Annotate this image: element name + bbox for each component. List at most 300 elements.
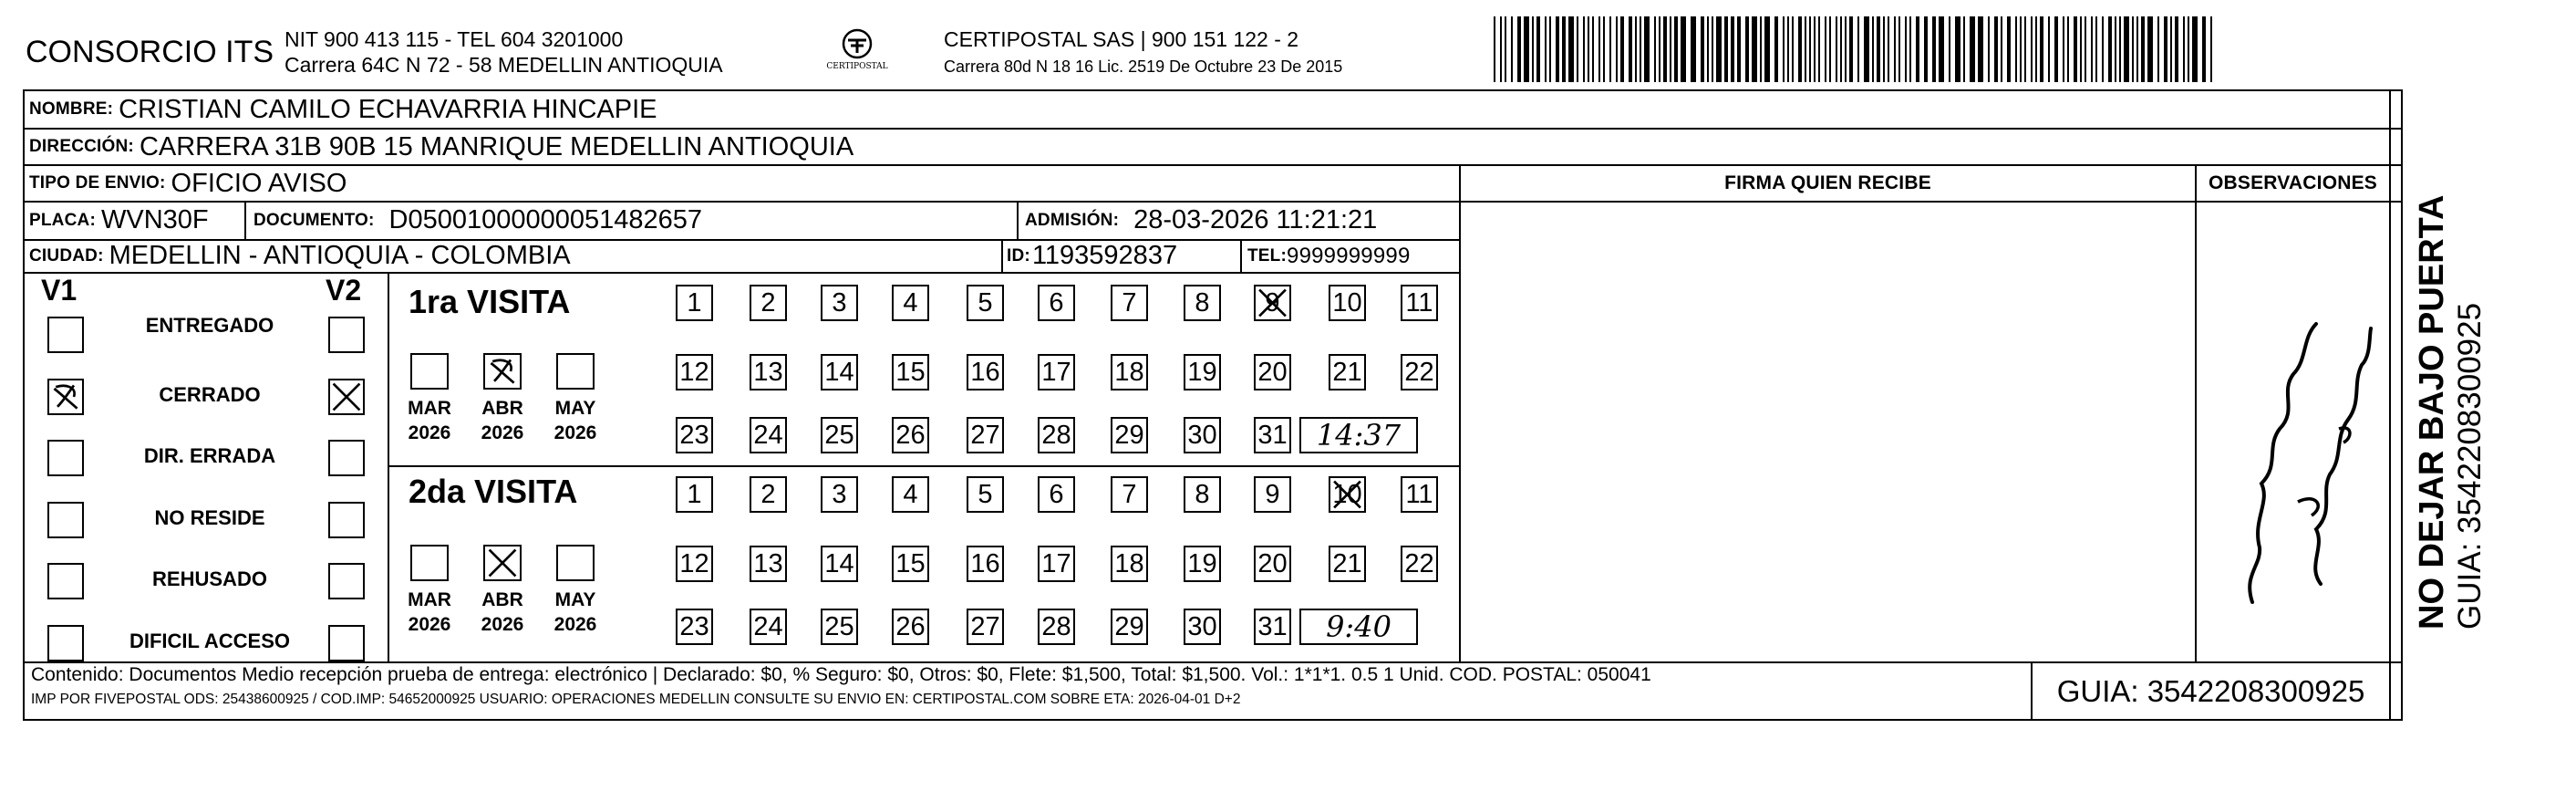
day-number: 29: [1114, 420, 1144, 450]
month-name: ABR: [481, 589, 523, 610]
month-label: [548, 588, 603, 637]
direccion-value: CARRERA 31B 90B 15 MANRIQUE MEDELLIN ANTIOQUIA: [139, 131, 854, 161]
barcode-bar: [1792, 16, 1794, 82]
barcode-bar: [1556, 16, 1559, 82]
day-box[interactable]: [1401, 354, 1438, 390]
nombre-row: [29, 91, 657, 128]
check-mark-icon: [485, 355, 520, 388]
month-checkbox[interactable]: [556, 545, 595, 581]
day-box[interactable]: [750, 609, 787, 645]
barcode-bar: [1691, 16, 1696, 82]
no-dejar-warning: NO DEJAR BAJO PUERTA: [2413, 194, 2451, 630]
direccion-row: [29, 129, 853, 165]
v2-checkbox[interactable]: [328, 625, 365, 661]
barcode-bar: [2170, 16, 2172, 82]
barcode-bar: [1849, 16, 1853, 82]
day-box[interactable]: [967, 354, 1004, 390]
status-option-label: REHUSADO: [152, 567, 267, 590]
day-box[interactable]: [967, 609, 1004, 645]
day-box[interactable]: [1038, 609, 1075, 645]
barcode-bar: [2080, 16, 2082, 82]
barcode-bar: [1818, 16, 1820, 82]
day-number: 18: [1114, 357, 1144, 387]
barcode-bar: [1745, 16, 1749, 82]
day-box[interactable]: [1111, 609, 1148, 645]
handwritten-signature: [2216, 274, 2380, 657]
barcode-bar: [1836, 16, 1837, 82]
day-number: 10: [1332, 287, 1362, 318]
barcode-bar: [1845, 16, 1847, 82]
barcode-bar: [2115, 16, 2116, 82]
first-visit-title: 1ra VISITA: [409, 283, 571, 320]
barcode-bar: [2183, 16, 2185, 82]
barcode-bar: [1760, 16, 1762, 82]
day-box[interactable]: [1184, 476, 1221, 513]
imp-line: IMP POR FIVEPOSTAL ODS: 25438600925 / COD.IMP: 54652000925 USUARIO: OPERACIONES MEDELLIN CONSULTE SU ENVIO EN: CERTIPOSTAL.COM SOBRE ETA: 2026-04-01 D+2: [31, 692, 1241, 707]
month-checkbox[interactable]: [483, 545, 522, 581]
barcode-bar: [1798, 16, 1802, 82]
tipo-row: [29, 165, 347, 202]
check-mark-icon: [1330, 478, 1364, 511]
day-box[interactable]: [1111, 354, 1148, 390]
day-box[interactable]: [821, 609, 858, 645]
day-number: 22: [1404, 357, 1434, 387]
day-number: 25: [824, 611, 854, 641]
check-mark-icon: [1256, 286, 1289, 319]
day-box[interactable]: [892, 476, 929, 513]
barcode-bar: [1994, 16, 1998, 82]
barcode-bar: [1712, 16, 1713, 82]
day-number: 19: [1187, 548, 1217, 578]
barcode-bar: [2202, 16, 2206, 82]
day-box[interactable]: [821, 546, 858, 582]
barcode-bar: [2141, 16, 2145, 82]
barcode-bar: [1517, 16, 1521, 82]
day-number: 30: [1187, 420, 1217, 450]
barcode-bar: [1924, 16, 1928, 82]
barcode-bar: [1588, 16, 1589, 82]
barcode-bar: [1609, 16, 1611, 82]
day-box[interactable]: [676, 609, 713, 645]
barcode-bar: [1629, 16, 1632, 82]
day-number: 9: [1265, 479, 1280, 509]
barcode-bar: [2074, 16, 2077, 82]
carrier-address: Carrera 80d N 18 16 Lic. 2519 De Octubre 23 De 2015: [944, 57, 1343, 76]
month-year: 2026: [408, 422, 451, 443]
id-field: [1007, 240, 1177, 272]
month-name: MAR: [408, 589, 451, 610]
barcode-bar: [2124, 16, 2129, 82]
day-number: 9: [1265, 287, 1280, 318]
barcode-bar: [1988, 16, 1990, 82]
status-option-label: CERRADO: [159, 383, 261, 406]
day-number: 4: [903, 287, 918, 318]
barcode-bar: [1978, 16, 1983, 82]
tel-label: TEL:: [1247, 245, 1288, 265]
day-box[interactable]: [750, 354, 787, 390]
day-number: 13: [753, 548, 783, 578]
barcode-bar: [2136, 16, 2138, 82]
barcode-bar: [1731, 16, 1734, 82]
day-number: 13: [753, 357, 783, 387]
day-number: 28: [1041, 611, 1071, 641]
day-box[interactable]: [676, 546, 713, 582]
day-number: 18: [1114, 548, 1144, 578]
barcode-bar: [2007, 16, 2011, 82]
barcode-bar: [1568, 16, 1574, 82]
day-box[interactable]: [1329, 476, 1366, 513]
barcode-bar: [2164, 16, 2167, 82]
day-number: 19: [1187, 357, 1217, 387]
barcode-bar: [1864, 16, 1869, 82]
barcode-bar: [1674, 16, 1678, 82]
day-box[interactable]: [676, 354, 713, 390]
day-box[interactable]: [967, 417, 1004, 453]
day-number: 11: [1405, 287, 1433, 318]
month-checkbox[interactable]: [410, 545, 449, 581]
day-box[interactable]: [967, 546, 1004, 582]
day-number: 4: [903, 479, 918, 509]
barcode-bar: [1764, 16, 1770, 82]
day-box[interactable]: [1038, 546, 1075, 582]
day-box[interactable]: [967, 476, 1004, 513]
barcode-bar: [1659, 16, 1660, 82]
barcode-bar: [2067, 16, 2069, 82]
barcode-bar: [2192, 16, 2198, 82]
barcode-bar: [2035, 16, 2037, 82]
day-box[interactable]: [1184, 354, 1221, 390]
barcode-bar: [1970, 16, 1975, 82]
v1-checkbox[interactable]: [47, 563, 84, 599]
barcode-bar: [1644, 16, 1650, 82]
status-option-label: DIFICIL ACCESO: [129, 630, 290, 652]
v2-checkbox[interactable]: [328, 379, 365, 415]
contenido-line: Contenido: Documentos Medio recepción prueba de entrega: electrónico | Declarado: $0, % Seguro: $0, Otros: $0, Flete: $1,500, Total: $1,500. Vol.: 1*1*1. 0.5 1 Unid. COD. POSTAL: 050041: [31, 664, 1651, 685]
day-box[interactable]: [1184, 285, 1221, 321]
day-box[interactable]: [892, 354, 929, 390]
footer-guia: GUIA: 3542208300925: [2056, 674, 2365, 708]
day-box[interactable]: [1111, 546, 1148, 582]
documento-value: D05001000000051482657: [388, 205, 703, 234]
day-box[interactable]: [967, 285, 1004, 321]
day-number: 14: [824, 357, 854, 387]
day-number: 12: [679, 548, 709, 578]
day-box[interactable]: [676, 476, 713, 513]
day-box[interactable]: [1184, 546, 1221, 582]
month-year: 2026: [481, 614, 524, 635]
barcode-bar: [2040, 16, 2043, 82]
day-number: 6: [1049, 287, 1064, 318]
second-visit-title: 2da VISITA: [409, 473, 578, 510]
barcode-bar: [1932, 16, 1936, 82]
barcode-bar: [2020, 16, 2022, 82]
day-number: 6: [1049, 479, 1064, 509]
barcode-bar: [2091, 16, 2093, 82]
day-number: 15: [895, 357, 926, 387]
day-box[interactable]: [892, 417, 929, 453]
day-box[interactable]: [821, 476, 858, 513]
barcode-bar: [1809, 16, 1811, 82]
barcode-bar: [2048, 16, 2050, 82]
status-option-label: ENTREGADO: [145, 314, 274, 337]
day-box[interactable]: [676, 285, 713, 321]
barcode-bar: [1620, 16, 1624, 82]
barcode-bar: [1524, 16, 1529, 82]
placa-field: [29, 202, 209, 239]
v1-header: V1: [41, 274, 78, 307]
day-box[interactable]: [1111, 285, 1148, 321]
side-text: [2412, 100, 2503, 630]
day-number: 7: [1122, 287, 1137, 318]
barcode-bar: [2024, 16, 2026, 82]
barcode-bar: [1654, 16, 1656, 82]
barcode-bar: [1857, 16, 1859, 82]
barcode-bar: [2085, 16, 2086, 82]
day-number: 23: [679, 420, 709, 450]
visit-time-box[interactable]: [1299, 417, 1418, 453]
placa-value: WVN30F: [100, 205, 209, 234]
barcode-bar: [1640, 16, 1641, 82]
barcode-bar: [2015, 16, 2017, 82]
day-box[interactable]: [1184, 417, 1221, 453]
month-year: 2026: [553, 614, 597, 635]
day-number: 16: [970, 357, 1000, 387]
day-box[interactable]: [821, 417, 858, 453]
day-number: 26: [895, 420, 926, 450]
barcode-bar: [1955, 16, 1960, 82]
barcode-bar: [2001, 16, 2002, 82]
v2-checkbox[interactable]: [328, 317, 365, 353]
barcode-bar: [1635, 16, 1637, 82]
barcode-bar: [1536, 16, 1540, 82]
barcode-bar: [1663, 16, 1667, 82]
side-guia: GUIA: 3542208300925: [2452, 302, 2488, 630]
check-mark-icon: [485, 547, 520, 579]
day-box[interactable]: [1254, 285, 1291, 321]
barcode-bar: [1716, 16, 1722, 82]
day-box[interactable]: [892, 546, 929, 582]
day-number: 23: [679, 611, 709, 641]
barcode-bar: [1829, 16, 1831, 82]
day-box[interactable]: [1401, 285, 1438, 321]
day-number: 17: [1041, 548, 1071, 578]
day-box[interactable]: [892, 609, 929, 645]
barcode-bar: [1505, 16, 1506, 82]
visit-time: 14:37: [1316, 418, 1402, 453]
day-box[interactable]: [1038, 417, 1075, 453]
month-checkbox[interactable]: [556, 353, 595, 390]
day-number: 8: [1195, 287, 1210, 318]
barcode-bar: [1909, 16, 1911, 82]
day-box[interactable]: [1254, 417, 1291, 453]
nombre-value: CRISTIAN CAMILO ECHAVARRIA HINCAPIE: [119, 94, 657, 124]
day-box[interactable]: [892, 285, 929, 321]
day-box[interactable]: [1329, 546, 1366, 582]
ciudad-value: MEDELLIN - ANTIOQUIA - COLOMBIA: [109, 241, 571, 270]
barcode-bar: [1583, 16, 1585, 82]
day-number: 14: [824, 548, 854, 578]
month-name: MAY: [554, 589, 596, 610]
barcode-bar: [1783, 16, 1785, 82]
day-box[interactable]: [1254, 354, 1291, 390]
tel-field: [1247, 240, 1411, 272]
barcode-bar: [2188, 16, 2189, 82]
day-number: 27: [970, 611, 1000, 641]
day-number: 1: [687, 479, 702, 509]
v1-checkbox[interactable]: [47, 625, 84, 661]
month-label: [475, 396, 530, 445]
day-box[interactable]: [1111, 476, 1148, 513]
barcode-bar: [1949, 16, 1950, 82]
day-box[interactable]: [1038, 476, 1075, 513]
day-number: 11: [1405, 479, 1433, 509]
barcode-bar: [1888, 16, 1889, 82]
day-box[interactable]: [1401, 476, 1438, 513]
status-option-label: NO RESIDE: [154, 506, 265, 529]
barcode-bar: [2102, 16, 2104, 82]
barcode-bar: [1500, 16, 1502, 82]
barcode-bar: [1670, 16, 1671, 82]
check-mark-icon: [49, 380, 82, 413]
barcode-bar: [1545, 16, 1547, 82]
v2-checkbox[interactable]: [328, 563, 365, 599]
day-box[interactable]: [1401, 546, 1438, 582]
day-box[interactable]: [1038, 285, 1075, 321]
day-number: 20: [1257, 548, 1288, 578]
observaciones-label: OBSERVACIONES: [2208, 172, 2378, 193]
day-number: 27: [970, 420, 1000, 450]
day-number: 2: [760, 287, 776, 318]
barcode-bar: [1774, 16, 1778, 82]
day-box[interactable]: [1254, 546, 1291, 582]
barcode-bar: [1963, 16, 1965, 82]
barcode-bar: [1939, 16, 1944, 82]
day-box[interactable]: [821, 285, 858, 321]
month-name: MAY: [554, 398, 596, 419]
day-number: 29: [1114, 611, 1144, 641]
day-box[interactable]: [750, 285, 787, 321]
day-number: 1: [687, 287, 702, 318]
barcode-bar: [1549, 16, 1551, 82]
barcode-bar: [1511, 16, 1513, 82]
barcode-bar: [2095, 16, 2097, 82]
barcode-bar: [2031, 16, 2033, 82]
company-nit: NIT 900 413 115 - TEL 604 3201000: [284, 27, 624, 51]
barcode-bar: [1752, 16, 1757, 82]
barcode-bar: [1681, 16, 1686, 82]
month-label: [402, 396, 457, 445]
visit-time-box[interactable]: [1299, 609, 1418, 645]
documento-label: DOCUMENTO:: [253, 210, 375, 230]
barcode-bar: [1592, 16, 1594, 82]
check-mark-icon: [330, 380, 363, 413]
day-box[interactable]: [676, 417, 713, 453]
certipostal-logo: [821, 26, 894, 78]
day-number: 15: [895, 548, 926, 578]
barcode-bar: [2210, 16, 2212, 82]
admision-label: ADMISIÓN:: [1025, 210, 1120, 230]
barcode-bar: [1616, 16, 1618, 82]
day-number: 31: [1257, 611, 1288, 641]
barcode-bar: [1562, 16, 1566, 82]
barcode-bar: [1737, 16, 1741, 82]
barcode-bar: [2063, 16, 2064, 82]
month-checkbox[interactable]: [483, 353, 522, 390]
barcode-graphic: [1494, 16, 2223, 82]
day-number: 31: [1257, 420, 1288, 450]
barcode: [1494, 16, 2223, 82]
documento-field: [253, 202, 702, 239]
day-box[interactable]: [750, 546, 787, 582]
v2-checkbox[interactable]: [328, 502, 365, 538]
barcode-bar: [2132, 16, 2134, 82]
admision-value: 28-03-2026 11:21:21: [1133, 205, 1378, 234]
month-year: 2026: [481, 422, 524, 443]
v2-header: V2: [326, 274, 362, 307]
barcode-bar: [2054, 16, 2058, 82]
day-number: 20: [1257, 357, 1288, 387]
month-label: [402, 588, 457, 637]
day-box[interactable]: [750, 417, 787, 453]
day-number: 24: [753, 420, 783, 450]
day-number: 7: [1122, 479, 1137, 509]
barcode-bar: [1603, 16, 1605, 82]
v1-checkbox[interactable]: [47, 440, 84, 476]
barcode-bar: [2108, 16, 2112, 82]
day-box[interactable]: [750, 476, 787, 513]
barcode-bar: [2119, 16, 2121, 82]
v1-checkbox[interactable]: [47, 317, 84, 353]
barcode-bar: [1916, 16, 1919, 82]
barcode-bar: [1805, 16, 1806, 82]
signature-scribble: [2216, 274, 2380, 657]
nombre-label: NOMBRE:: [29, 99, 114, 119]
barcode-bar: [2147, 16, 2153, 82]
day-box[interactable]: [1254, 476, 1291, 513]
logo-text: CERTIPOSTAL: [826, 62, 888, 71]
day-number: 26: [895, 611, 926, 641]
day-number: 30: [1187, 611, 1217, 641]
v2-checkbox[interactable]: [328, 440, 365, 476]
day-box[interactable]: [821, 354, 858, 390]
barcode-bar: [1898, 16, 1900, 82]
admision-field: [1025, 202, 1377, 239]
day-box[interactable]: [1329, 285, 1366, 321]
day-box[interactable]: [1111, 417, 1148, 453]
v1-checkbox[interactable]: [47, 502, 84, 538]
month-checkbox[interactable]: [410, 353, 449, 390]
day-box[interactable]: [1254, 609, 1291, 645]
month-year: 2026: [553, 422, 597, 443]
month-name: ABR: [481, 398, 523, 419]
barcode-bar: [1872, 16, 1874, 82]
month-year: 2026: [408, 614, 451, 635]
barcode-bar: [1701, 16, 1704, 82]
day-box[interactable]: [1184, 609, 1221, 645]
day-number: 16: [970, 548, 1000, 578]
barcode-bar: [1787, 16, 1789, 82]
id-value: 1193592837: [1031, 241, 1178, 270]
company-name: CONSORCIO ITS: [26, 35, 274, 69]
firma-label: FIRMA QUIEN RECIBE: [1724, 172, 1931, 193]
day-number: 2: [760, 479, 776, 509]
v1-checkbox[interactable]: [47, 379, 84, 415]
day-box[interactable]: [1329, 354, 1366, 390]
barcode-bar: [1494, 16, 1495, 82]
day-box[interactable]: [1038, 354, 1075, 390]
barcode-bar: [1814, 16, 1816, 82]
barcode-bar: [1877, 16, 1880, 82]
